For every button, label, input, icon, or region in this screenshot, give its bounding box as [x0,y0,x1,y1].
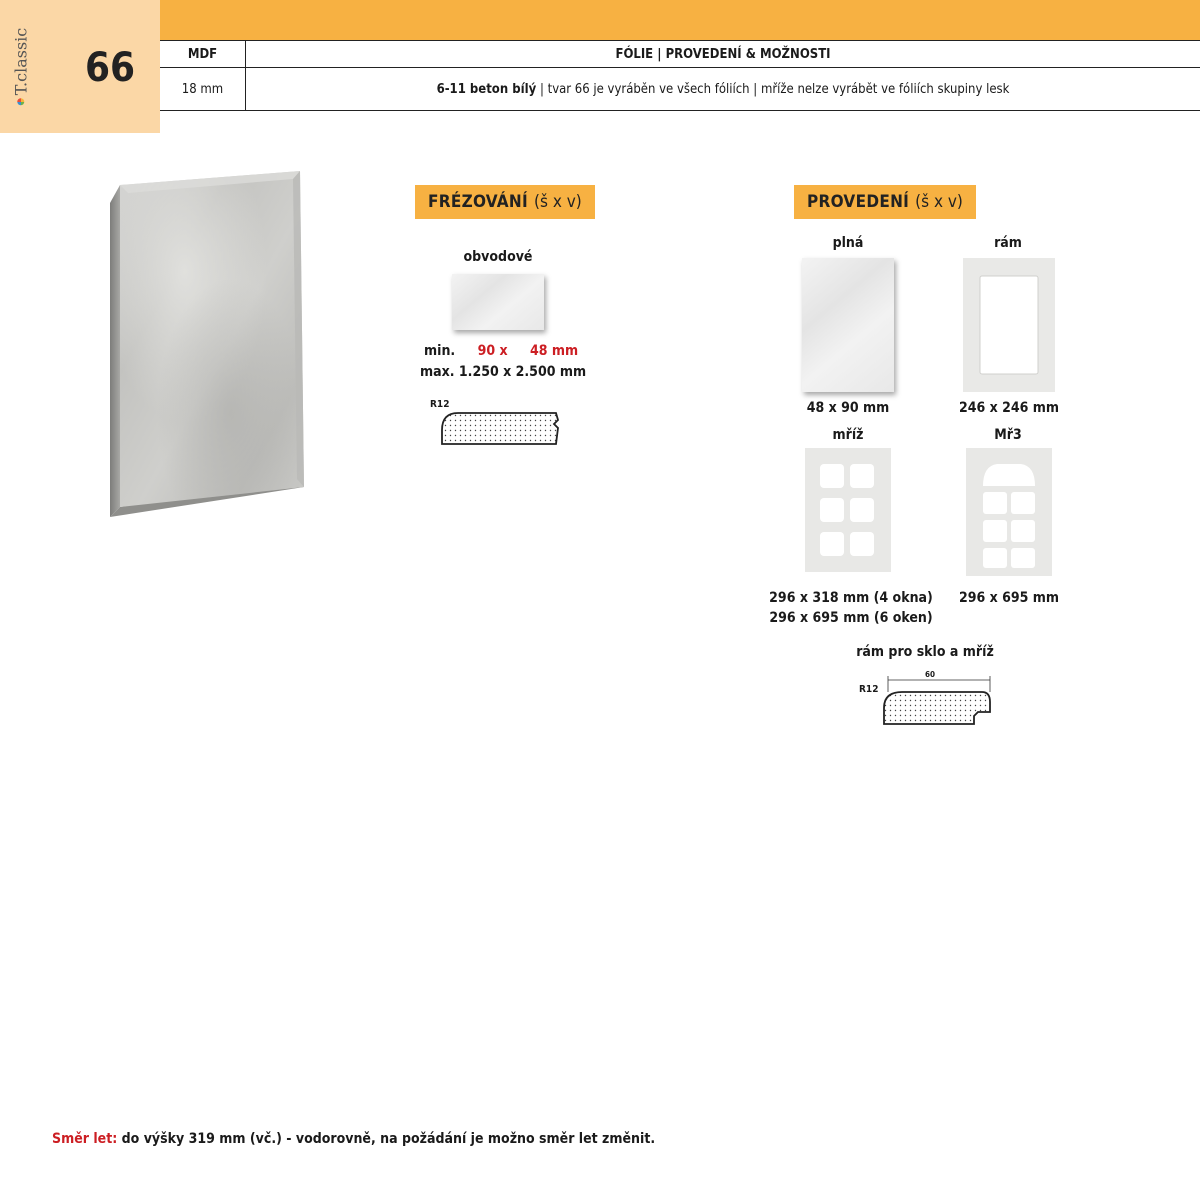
grain-direction-note [52,1131,655,1147]
design-sample-plna [802,258,894,392]
design-sample-mr3 [966,448,1052,576]
header-bar [160,0,1200,40]
door-image [100,165,320,525]
design-label-plna: plná [832,235,864,251]
design-dims-ram: 246 x 246 mm [958,400,1060,416]
design-label-mr3: Mř3 [994,427,1022,443]
milling-title-units: (š x v) [534,192,582,212]
milling-heading [415,185,595,219]
min-label: min. [424,343,456,359]
design-heading [794,185,976,219]
design-sample-mriz [805,448,891,572]
brand-name: T.classic [11,27,31,95]
milling-min [424,343,584,359]
design-label-mriz: mříž [832,427,864,443]
milling-max: max. 1.250 x 2.500 mm [420,364,587,380]
design-title-units: (š x v) [915,192,963,212]
milling-sample [452,274,544,330]
design-dims-mriz-2: 296 x 695 mm (6 oken) [769,610,933,626]
milling-type: obvodové [463,249,533,265]
foil-note [246,68,1200,111]
foil-header: FÓLIE | PROVEDENÍ & MOŽNOSTI [246,41,1200,68]
design-label-ram: rám [994,235,1022,251]
grain-direction-text: do výšky 319 mm (vč.) - vodorovně, na požádání je možno směr let změnit. [117,1131,656,1147]
grain-direction-label: Směr let: [52,1131,118,1147]
design-profile-title: rám pro sklo a mříž [856,644,994,660]
brand-logo [8,28,34,104]
design-title: PROVEDENÍ [807,192,910,212]
min-height: 48 mm [530,343,579,359]
design-profile-width: 60 [925,670,936,679]
brand-flower-icon [18,98,25,105]
design-profile-radius: R12 [859,684,879,695]
design-dims-mr3: 296 x 695 mm [958,590,1060,606]
thickness-value: 18 mm [160,68,246,111]
milling-title: FRÉZOVÁNÍ [428,192,529,212]
foil-name: 6-11 beton bílý [436,81,537,97]
design-dims-plna: 48 x 90 mm [806,400,890,416]
design-dims-mriz: 296 x 318 mm (4 okna) [769,590,933,606]
foil-note-text: | tvar 66 je vyráběn ve všech fóliích | mříže nelze vyrábět ve fóliích skupiny lesk [536,81,1010,97]
material-header: MDF [160,41,246,68]
spec-table [160,40,1200,111]
design-sample-ram [963,258,1055,392]
min-width: 90 x [477,343,508,359]
milling-profile-radius: R12 [430,399,450,410]
shape-number: 66 [84,45,136,91]
